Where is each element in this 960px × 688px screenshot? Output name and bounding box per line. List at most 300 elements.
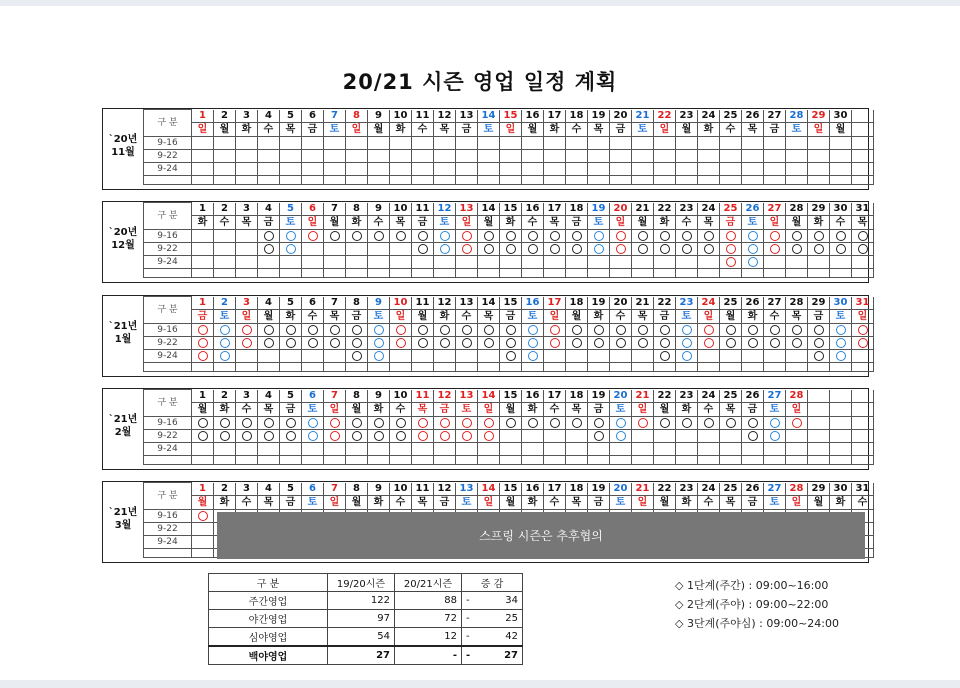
- filler-cell: [302, 269, 324, 278]
- schedule-cell: [258, 417, 280, 430]
- schedule-cell: [808, 350, 830, 363]
- day-number: 23: [676, 203, 698, 216]
- day-weekday: 토: [434, 216, 456, 230]
- operation-mark-icon: [638, 325, 648, 335]
- day-number: 29: [808, 203, 830, 216]
- day-number: 1: [192, 390, 214, 403]
- day-weekday: 화: [434, 310, 456, 324]
- filler-cell: [566, 269, 588, 278]
- schedule-cell: [588, 443, 610, 456]
- day-weekday: 금: [566, 216, 588, 230]
- filler-cell: [742, 456, 764, 465]
- filler-cell: [390, 363, 412, 372]
- summary-header-curr: 20/21시즌: [395, 574, 462, 592]
- day-number: 24: [698, 203, 720, 216]
- day-number: 7: [324, 483, 346, 496]
- operation-mark-icon: [352, 338, 362, 348]
- schedule-cell: [632, 137, 654, 150]
- schedule-cell: [456, 350, 478, 363]
- day-weekday: 월: [786, 216, 808, 230]
- operation-mark-icon: [506, 338, 516, 348]
- schedule-cell: [500, 324, 522, 337]
- operation-mark-icon: [748, 418, 758, 428]
- filler-cell: [808, 363, 830, 372]
- schedule-cell: [478, 230, 500, 243]
- schedule-row: [144, 443, 874, 456]
- day-weekday: 토: [324, 123, 346, 137]
- day-weekday: 일: [500, 123, 522, 137]
- operation-mark-icon: [726, 338, 736, 348]
- operation-mark-icon: [748, 231, 758, 241]
- schedule-cell: [280, 256, 302, 269]
- schedule-cell: [302, 230, 324, 243]
- schedule-cell: [324, 137, 346, 150]
- schedule-cell: [544, 337, 566, 350]
- day-number: 25: [720, 483, 742, 496]
- weekday-row: [144, 216, 874, 230]
- schedule-cell: [478, 430, 500, 443]
- filler-cell: [434, 363, 456, 372]
- day-number: 17: [544, 110, 566, 123]
- day-weekday: 토: [456, 403, 478, 417]
- day-number: 10: [390, 110, 412, 123]
- schedule-cell: [258, 230, 280, 243]
- stage-legend: [675, 576, 839, 633]
- schedule-cell: [830, 230, 852, 243]
- month-name: 1월: [114, 334, 132, 345]
- day-weekday: 금: [434, 403, 456, 417]
- schedule-cell: [742, 350, 764, 363]
- schedule-cell: [610, 337, 632, 350]
- filler-cell: [830, 176, 852, 185]
- day-number: 4: [258, 203, 280, 216]
- schedule-cell: [522, 150, 544, 163]
- schedule-cell: [742, 430, 764, 443]
- day-weekday: 화: [676, 403, 698, 417]
- day-weekday: 목: [720, 403, 742, 417]
- schedule-cell: [698, 150, 720, 163]
- schedule-cell: [676, 337, 698, 350]
- day-weekday: 목: [280, 123, 302, 137]
- filler-cell: [852, 456, 874, 465]
- day-number: 15: [500, 297, 522, 310]
- day-weekday: 수: [698, 496, 720, 510]
- schedule-cell: [412, 230, 434, 243]
- row-label: 9-24: [144, 536, 192, 549]
- day-weekday: 월: [346, 496, 368, 510]
- header-label: 구 분: [144, 297, 192, 324]
- schedule-cell: [522, 324, 544, 337]
- day-number: 9: [368, 203, 390, 216]
- operation-mark-icon: [352, 231, 362, 241]
- day-number: 27: [764, 297, 786, 310]
- filler-cell: [346, 363, 368, 372]
- day-weekday: 화: [654, 216, 676, 230]
- day-weekday: 금: [456, 123, 478, 137]
- schedule-cell: [368, 150, 390, 163]
- operation-mark-icon: [858, 244, 868, 254]
- schedule-cell: [280, 443, 302, 456]
- schedule-cell: [390, 256, 412, 269]
- filler-cell: [786, 269, 808, 278]
- operation-mark-icon: [374, 351, 384, 361]
- filler-cell: [830, 456, 852, 465]
- schedule-cell: [500, 243, 522, 256]
- day-number: 2: [214, 297, 236, 310]
- day-number: 19: [588, 297, 610, 310]
- schedule-cell: [192, 337, 214, 350]
- day-weekday: 화: [192, 216, 214, 230]
- schedule-cell: [214, 417, 236, 430]
- schedule-cell: [522, 243, 544, 256]
- filler-cell: [588, 363, 610, 372]
- day-number: 28: [786, 297, 808, 310]
- operation-mark-icon: [550, 325, 560, 335]
- day-weekday: 일: [808, 123, 830, 137]
- day-weekday: 화: [698, 123, 720, 137]
- filler-cell: [852, 363, 874, 372]
- day-number: 8: [346, 297, 368, 310]
- schedule-cell: [852, 350, 874, 363]
- day-weekday: 수: [456, 310, 478, 324]
- schedule-cell: [852, 163, 874, 176]
- operation-mark-icon: [506, 418, 516, 428]
- summary-row-sign: -: [466, 650, 471, 661]
- row-label: 9-24: [144, 163, 192, 176]
- schedule-cell: [456, 324, 478, 337]
- schedule-cell: [368, 137, 390, 150]
- day-number: 3: [236, 203, 258, 216]
- day-weekday: 일: [852, 310, 874, 324]
- schedule-cell: [588, 243, 610, 256]
- operation-mark-icon: [352, 325, 362, 335]
- day-number: 22: [654, 203, 676, 216]
- schedule-cell: [676, 430, 698, 443]
- schedule-cell: [236, 430, 258, 443]
- day-number: 19: [588, 110, 610, 123]
- day-weekday: 화: [742, 310, 764, 324]
- day-weekday: 수: [390, 403, 412, 417]
- day-weekday: 월: [500, 403, 522, 417]
- schedule-cell: [698, 324, 720, 337]
- month-year: `21년: [108, 507, 138, 518]
- filler-cell: [390, 456, 412, 465]
- schedule-cell: [192, 230, 214, 243]
- schedule-cell: [852, 243, 874, 256]
- schedule-cell: [588, 163, 610, 176]
- operation-mark-icon: [374, 431, 384, 441]
- month-block: [102, 201, 869, 283]
- day-weekday: 토: [610, 496, 632, 510]
- filler-cell: [434, 176, 456, 185]
- day-number: 13: [456, 110, 478, 123]
- day-number: 3: [236, 390, 258, 403]
- row-label: 9-22: [144, 150, 192, 163]
- schedule-cell: [500, 256, 522, 269]
- schedule-cell: [456, 256, 478, 269]
- schedule-cell: [434, 150, 456, 163]
- day-weekday: 일: [324, 403, 346, 417]
- day-number: 28: [786, 483, 808, 496]
- schedule-cell: [500, 150, 522, 163]
- day-weekday: 토: [302, 496, 324, 510]
- day-number: 12: [434, 203, 456, 216]
- day-number: 4: [258, 390, 280, 403]
- day-weekday: 목: [544, 216, 566, 230]
- schedule-cell: [478, 324, 500, 337]
- schedule-cell: [478, 137, 500, 150]
- schedule-cell: [852, 443, 874, 456]
- day-number: 2: [214, 110, 236, 123]
- schedule-cell: [368, 443, 390, 456]
- day-weekday: 수: [522, 216, 544, 230]
- day-weekday: 금: [588, 496, 610, 510]
- schedule-cell: [456, 150, 478, 163]
- schedule-cell: [610, 230, 632, 243]
- filler-cell: [610, 456, 632, 465]
- operation-mark-icon: [616, 338, 626, 348]
- filler-cell: [144, 269, 192, 278]
- filler-cell: [258, 176, 280, 185]
- day-weekday: 토: [830, 310, 852, 324]
- schedule-cell: [588, 137, 610, 150]
- schedule-cell: [654, 430, 676, 443]
- schedule-cell: [280, 337, 302, 350]
- day-number: 17: [544, 390, 566, 403]
- operation-mark-icon: [308, 431, 318, 441]
- day-number: 5: [280, 110, 302, 123]
- schedule-cell: [258, 163, 280, 176]
- day-number-row: [144, 110, 874, 123]
- schedule-cell: [346, 256, 368, 269]
- filler-cell: [544, 269, 566, 278]
- schedule-cell: [412, 163, 434, 176]
- day-number: 24: [698, 390, 720, 403]
- filler-cell: [280, 363, 302, 372]
- summary-row-diff: [462, 646, 523, 665]
- day-number: 1: [192, 297, 214, 310]
- day-number: 3: [236, 110, 258, 123]
- operation-mark-icon: [242, 325, 252, 335]
- schedule-cell: [588, 150, 610, 163]
- schedule-cell: [808, 243, 830, 256]
- day-number: 1: [192, 203, 214, 216]
- schedule-cell: [720, 324, 742, 337]
- schedule-cell: [368, 230, 390, 243]
- filler-cell: [302, 176, 324, 185]
- schedule-cell: [808, 337, 830, 350]
- schedule-cell: [192, 137, 214, 150]
- schedule-cell: [302, 337, 324, 350]
- operation-mark-icon: [220, 325, 230, 335]
- filler-cell: [346, 176, 368, 185]
- schedule-cell: [522, 137, 544, 150]
- operation-mark-icon: [616, 231, 626, 241]
- schedule-cell: [808, 137, 830, 150]
- schedule-cell: [522, 230, 544, 243]
- day-weekday: 일: [324, 496, 346, 510]
- schedule-cell: [566, 230, 588, 243]
- day-number: 12: [434, 390, 456, 403]
- operation-mark-icon: [396, 418, 406, 428]
- schedule-cell: [258, 350, 280, 363]
- schedule-cell: [764, 230, 786, 243]
- filler-cell: [192, 176, 214, 185]
- operation-mark-icon: [814, 351, 824, 361]
- filler-cell: [302, 363, 324, 372]
- day-weekday: 일: [610, 216, 632, 230]
- day-number: 18: [566, 483, 588, 496]
- operation-mark-icon: [418, 418, 428, 428]
- operation-mark-icon: [528, 325, 538, 335]
- operation-mark-icon: [616, 418, 626, 428]
- day-weekday: 월: [478, 216, 500, 230]
- filler-cell: [566, 363, 588, 372]
- day-weekday: 월: [808, 496, 830, 510]
- schedule-cell: [456, 230, 478, 243]
- filler-cell: [654, 176, 676, 185]
- schedule-cell: [698, 137, 720, 150]
- month-grid: [143, 202, 874, 278]
- schedule-cell: [808, 163, 830, 176]
- day-number: 7: [324, 297, 346, 310]
- day-number: 16: [522, 297, 544, 310]
- filler-cell: [412, 269, 434, 278]
- day-number: 10: [390, 483, 412, 496]
- day-number: 14: [478, 483, 500, 496]
- schedule-cell: [500, 230, 522, 243]
- row-label: 9-22: [144, 430, 192, 443]
- summary-total-row: [209, 646, 523, 665]
- operation-mark-icon: [308, 418, 318, 428]
- filler-cell: [280, 176, 302, 185]
- operation-mark-icon: [836, 338, 846, 348]
- filler-cell: [852, 269, 874, 278]
- header-label: 구 분: [144, 203, 192, 230]
- schedule-cell: [786, 324, 808, 337]
- operation-mark-icon: [814, 231, 824, 241]
- weekday-row: [144, 403, 874, 417]
- operation-mark-icon: [682, 418, 692, 428]
- schedule-cell: [676, 163, 698, 176]
- day-number: 17: [544, 483, 566, 496]
- day-number: 7: [324, 110, 346, 123]
- schedule-cell: [676, 324, 698, 337]
- filler-cell: [478, 176, 500, 185]
- schedule-cell: [632, 337, 654, 350]
- schedule-cell: [632, 417, 654, 430]
- day-weekday: 일: [698, 310, 720, 324]
- day-number: 17: [544, 297, 566, 310]
- schedule-cell: [214, 137, 236, 150]
- day-weekday: 월: [654, 496, 676, 510]
- schedule-cell: [236, 350, 258, 363]
- operation-mark-icon: [682, 244, 692, 254]
- day-weekday: 토: [302, 403, 324, 417]
- summary-row-curr: 12: [395, 628, 462, 647]
- day-number: 13: [456, 297, 478, 310]
- schedule-cell: [566, 163, 588, 176]
- month-label: [103, 320, 143, 346]
- schedule-cell: [192, 350, 214, 363]
- schedule-cell: [192, 324, 214, 337]
- schedule-cell: [434, 443, 456, 456]
- schedule-cell: [742, 137, 764, 150]
- filler-cell: [324, 269, 346, 278]
- day-weekday: 수: [566, 123, 588, 137]
- month-label: [103, 133, 143, 159]
- operation-mark-icon: [418, 338, 428, 348]
- schedule-cell: [434, 256, 456, 269]
- day-number: 21: [632, 390, 654, 403]
- schedule-cell: [764, 150, 786, 163]
- day-number: 24: [698, 297, 720, 310]
- schedule-cell: [280, 230, 302, 243]
- schedule-cell: [324, 350, 346, 363]
- day-number: 22: [654, 297, 676, 310]
- day-number: 8: [346, 390, 368, 403]
- operation-mark-icon: [286, 244, 296, 254]
- schedule-cell: [390, 137, 412, 150]
- filler-cell: [258, 456, 280, 465]
- schedule-cell: [808, 324, 830, 337]
- schedule-cell: [192, 536, 214, 549]
- schedule-cell: [500, 430, 522, 443]
- schedule-cell: [390, 230, 412, 243]
- schedule-cell: [236, 443, 258, 456]
- day-weekday: 수: [214, 216, 236, 230]
- operation-mark-icon: [242, 338, 252, 348]
- day-weekday: 화: [390, 123, 412, 137]
- operation-mark-icon: [660, 351, 670, 361]
- filler-cell: [236, 363, 258, 372]
- day-weekday: 월: [324, 216, 346, 230]
- day-weekday: 토: [676, 310, 698, 324]
- operation-mark-icon: [726, 325, 736, 335]
- month-name: 2월: [114, 427, 132, 438]
- operation-mark-icon: [638, 338, 648, 348]
- schedule-cell: [566, 430, 588, 443]
- day-weekday: 금: [654, 310, 676, 324]
- schedule-cell: [390, 443, 412, 456]
- schedule-cell: [852, 137, 874, 150]
- month-label: [103, 506, 143, 532]
- summary-row-curr: 72: [395, 610, 462, 628]
- schedule-cell: [236, 243, 258, 256]
- day-number: 6: [302, 483, 324, 496]
- schedule-cell: [830, 443, 852, 456]
- day-number: 22: [654, 390, 676, 403]
- schedule-cell: [346, 230, 368, 243]
- schedule-cell: [324, 230, 346, 243]
- filler-cell: [214, 363, 236, 372]
- operation-mark-icon: [330, 431, 340, 441]
- operation-mark-icon: [550, 418, 560, 428]
- schedule-cell: [390, 430, 412, 443]
- day-number: 4: [258, 483, 280, 496]
- schedule-cell: [654, 337, 676, 350]
- schedule-cell: [478, 337, 500, 350]
- schedule-cell: [478, 350, 500, 363]
- summary-row-diff: [462, 592, 523, 610]
- filler-cell: [764, 269, 786, 278]
- schedule-cell: [236, 417, 258, 430]
- operation-mark-icon: [836, 244, 846, 254]
- operation-mark-icon: [858, 325, 868, 335]
- schedule-cell: [324, 337, 346, 350]
- schedule-row: [144, 230, 874, 243]
- day-weekday: 목: [412, 403, 434, 417]
